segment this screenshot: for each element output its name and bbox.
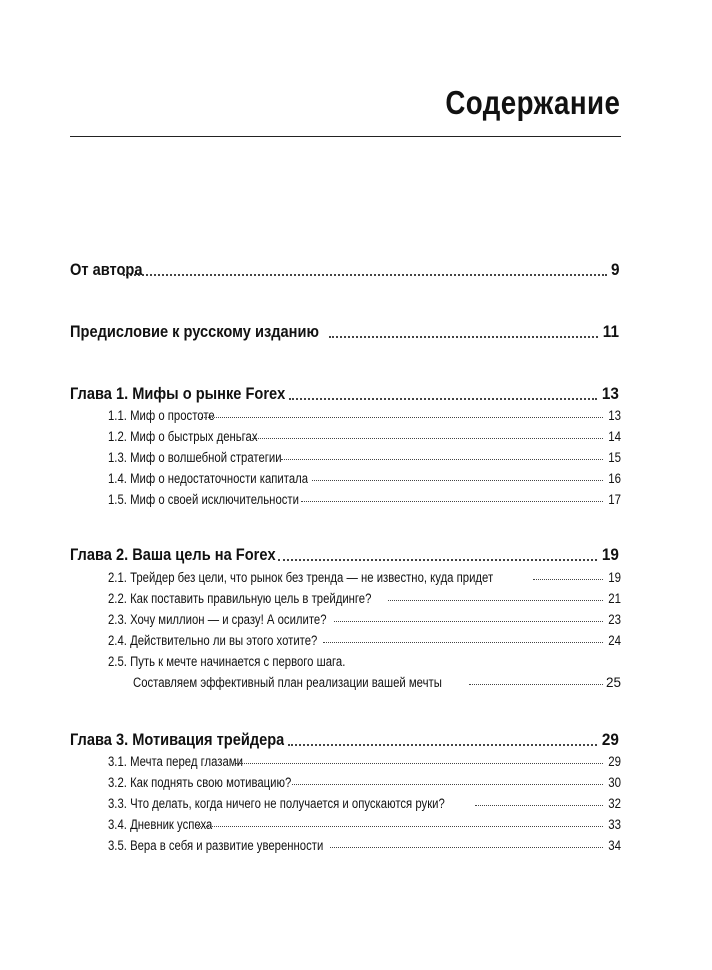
toc-section-title: 3.5. Вера в себя и развитие уверенности (108, 838, 324, 853)
toc-entry-page: 9 (610, 260, 619, 279)
toc-section-2-5-continued[interactable] (133, 671, 621, 690)
toc-chapter-page: 29 (601, 730, 619, 749)
dot-leader (329, 335, 598, 338)
toc-section-page: 34 (608, 838, 621, 853)
toc-section-title: 3.1. Мечта перед глазами (108, 754, 243, 769)
toc-chapter-page: 19 (601, 545, 619, 564)
toc-section-page: 24 (608, 633, 621, 648)
toc-chapter-2[interactable] (70, 543, 619, 565)
toc-section-page: 33 (608, 817, 621, 832)
toc-section-title: 1.4. Миф о недостаточности капитала (108, 471, 309, 486)
toc-entry-author[interactable] (70, 258, 619, 280)
dot-leader (334, 620, 603, 622)
toc-section-title: 1.1. Миф о простоте (108, 408, 215, 423)
toc-section-page: 23 (608, 612, 621, 627)
toc-section-title: 2.5. Путь к мечте начинается с первого шага. (108, 654, 346, 669)
dot-leader (312, 479, 603, 481)
dot-leader (252, 437, 603, 439)
toc-section-page: 14 (608, 429, 621, 444)
toc-section-title: 1.2. Миф о быстрых деньгах (108, 429, 258, 444)
toc-section-2-5[interactable] (108, 650, 621, 669)
toc-section-page: 21 (608, 591, 621, 606)
toc-section-1-2[interactable] (108, 425, 621, 444)
toc-chapter-1[interactable] (70, 382, 619, 404)
toc-section-title: 2.4. Действительно ли вы этого хотите? (108, 633, 318, 648)
toc-section-1-3[interactable] (108, 446, 621, 465)
toc-section-title: 3.2. Как поднять свою мотивацию? (108, 775, 292, 790)
dot-leader (123, 273, 606, 276)
toc-chapter-title: Глава 3. Мотивация трейдера (70, 730, 285, 749)
dot-leader (235, 762, 603, 764)
toc-entry-title: Предисловие к русскому изданию (70, 322, 319, 341)
dot-leader (281, 458, 603, 460)
toc-section-title-continued: Составляем эффективный план реализации вашей мечты (133, 675, 442, 690)
dot-leader (475, 804, 603, 806)
page-title: Содержание (445, 84, 620, 121)
toc-section-title: 2.3. Хочу миллион — и сразу! А осилите? (108, 612, 327, 627)
toc-section-page: 17 (608, 492, 621, 507)
toc-section-1-4[interactable] (108, 467, 621, 486)
toc-section-page: 13 (608, 408, 621, 423)
toc-section-2-4[interactable] (108, 629, 621, 648)
toc-section-title: 1.3. Миф о волшебной стратегии (108, 450, 282, 465)
dot-leader (533, 578, 603, 580)
dot-leader (201, 416, 603, 418)
toc-section-3-3[interactable] (108, 792, 621, 811)
dot-leader (323, 641, 603, 643)
toc-section-page: 19 (608, 570, 621, 585)
toc-section-3-4[interactable] (108, 813, 621, 832)
toc-section-3-1[interactable] (108, 750, 621, 769)
toc-entry-title: От автора (70, 260, 143, 279)
toc-section-page: 30 (608, 775, 621, 790)
toc-section-page: 15 (608, 450, 621, 465)
toc-section-3-5[interactable] (108, 834, 621, 853)
toc-section-1-1[interactable] (108, 404, 621, 423)
dot-leader (301, 500, 603, 502)
title-divider (70, 136, 621, 137)
toc-section-title: 2.1. Трейдер без цели, что рынок без тренда — не известно, куда придет (108, 570, 494, 585)
dot-leader (469, 683, 603, 685)
toc-section-page: 25 (605, 675, 621, 690)
dot-leader (278, 558, 597, 561)
toc-chapter-page: 13 (601, 384, 619, 403)
dot-leader (292, 783, 603, 785)
toc-section-title: 2.2. Как поставить правильную цель в трейдинге? (108, 591, 372, 606)
toc-chapter-title: Глава 2. Ваша цель на Forex (70, 545, 276, 564)
toc-section-title: 3.3. Что делать, когда ничего не получается и опускаются руки? (108, 796, 445, 811)
dot-leader (289, 397, 597, 400)
toc-section-page: 16 (608, 471, 621, 486)
dot-leader (388, 599, 603, 601)
toc-chapter-3[interactable] (70, 728, 619, 750)
dot-leader (288, 743, 597, 746)
toc-section-page: 29 (608, 754, 621, 769)
toc-chapter-title: Глава 1. Мифы о рынке Forex (70, 384, 286, 403)
toc-section-title: 1.5. Миф о своей исключительности (108, 492, 299, 507)
dot-leader (198, 825, 603, 827)
toc-section-2-3[interactable] (108, 608, 621, 627)
toc-section-title: 3.4. Дневник успеха (108, 817, 213, 832)
toc-entry-preface[interactable] (70, 320, 619, 342)
toc-section-2-2[interactable] (108, 587, 621, 606)
toc-section-page: 32 (608, 796, 621, 811)
toc-section-3-2[interactable] (108, 771, 621, 790)
dot-leader (330, 846, 603, 848)
toc-section-2-1[interactable] (108, 566, 621, 585)
toc-entry-page: 11 (602, 322, 619, 341)
toc-section-1-5[interactable] (108, 488, 621, 507)
